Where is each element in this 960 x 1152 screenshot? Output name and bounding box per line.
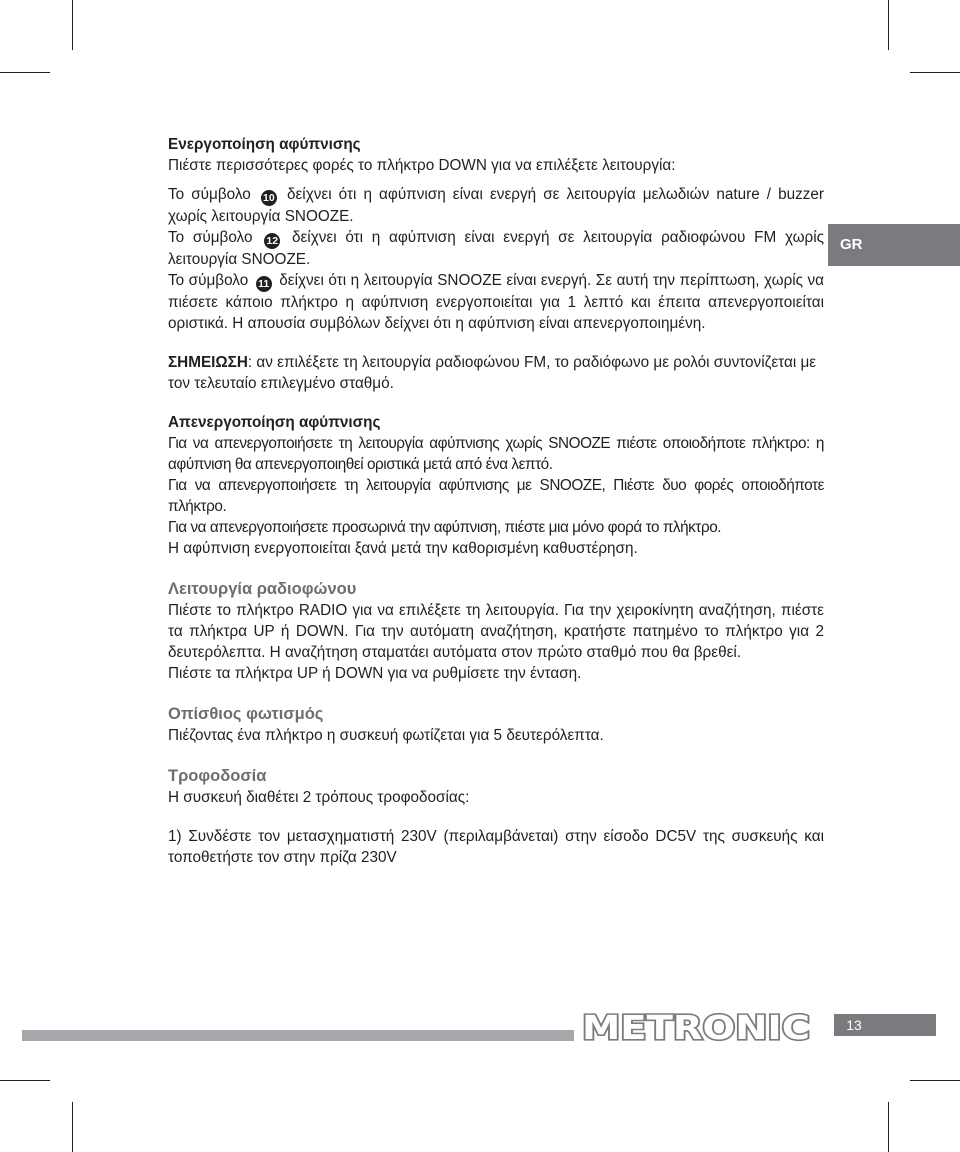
crop-mark-right-bottom — [910, 1080, 960, 1081]
radio-p1: Πιέστε το πλήκτρο RADIO για να επιλέξετε τη λειτουργία. Για την χειροκίνητη αναζήτηση, πιέστε τα πλήκτρα UP ή DOWN. Για την αυτόματη αναζήτηση, κρατήστε πατημένο το πλήκτρο για 2 δευτερόλεπτα. Η αναζήτηση σταματάει αυτόματα στον πρώτο σταθμό που θα βρεθεί. — [168, 602, 824, 661]
note-text: : αν επιλέξετε τη λειτουργία ραδιοφώνου FM, το ραδιόφωνο με ρολόι συντονίζεται με τον τελευταίο επιλεγμένο σταθμό. — [168, 354, 817, 392]
language-tab: GR — [828, 224, 960, 266]
metronic-logo — [580, 1008, 812, 1046]
symbol-12-icon: 12 — [264, 233, 280, 249]
metronic-logo-text: METRONIC — [582, 1008, 810, 1046]
heading-backlight: Οπίσθιος φωτισμός — [168, 705, 324, 723]
note-label: ΣΗΜΕΙΩΣΗ — [168, 354, 248, 371]
crop-mark-top-right — [888, 0, 889, 50]
footer-bar — [22, 1030, 574, 1041]
symbol-10-prefix: Το σύμβολο — [168, 186, 251, 203]
deactivate-p2: Για να απενεργοποιήσετε τη λειτουργία αφύπνισης με SNOOZE, Πιέστε δυο φορές οποιοδήποτε πλήκτρο. — [168, 477, 824, 515]
radio-p2: Πιέστε τα πλήκτρα UP ή DOWN για να ρυθμίσετε την ένταση. — [168, 665, 582, 682]
symbol-11-prefix: Το σύμβολο — [168, 272, 249, 289]
heading-deactivate-alarm: Απενεργοποίηση αφύπνισης — [168, 414, 381, 431]
symbol-10-text: δείχνει ότι η αφύπνιση είναι ενεργή σε λειτουργία μελωδιών nature / buzzer χωρίς λειτουργία SNOOZE. — [168, 186, 825, 225]
power-p1: Η συσκευή διαθέτει 2 τρόπους τροφοδοσίας: — [168, 789, 470, 806]
note-paragraph — [168, 352, 824, 394]
backlight-p1: Πιέζοντας ένα πλήκτρο η συσκευή φωτίζεται για 5 δευτερόλεπτα. — [168, 727, 604, 744]
activate-intro: Πιέστε περισσότερες φορές το πλήκτρο DOWN για να επιλέξετε λειτουργία: — [168, 157, 676, 174]
symbol-11-paragraph — [168, 270, 824, 334]
heading-power-supply: Τροφοδοσία — [168, 767, 267, 785]
crop-mark-left-bottom — [0, 1080, 50, 1081]
deactivate-p1: Για να απενεργοποιήσετε τη λειτουργία αφύπνισης χωρίς SNOOZE πιέστε οποιοδήποτε πλήκτρο: η αφύπνιση θα απενεργοποιηθεί οριστικά μετά από ένα λεπτό. — [168, 435, 824, 473]
crop-mark-left-top — [0, 72, 50, 73]
crop-mark-top-left — [72, 0, 73, 50]
crop-mark-bottom-left — [72, 1102, 73, 1152]
page-number: 13 — [846, 1017, 862, 1033]
crop-mark-right-top — [910, 72, 960, 73]
heading-radio-mode: Λειτουργία ραδιοφώνου — [168, 580, 357, 598]
symbol-11-text: δείχνει ότι η λειτουργία SNOOZE είναι ενεργή. Σε αυτή την περίπτωση, χωρίς να πιέσετε κάποιο πλήκτρο η αφύπνιση ενεργοποιείται για 1 λεπτό και έπειτα απενεργοποιείται οριστικά. Η απουσία συμβόλων δείχνει ότι η αφύπνιση είναι απενεργοποιημένη. — [168, 272, 825, 332]
deactivate-p4: Η αφύπνιση ενεργοποιείται ξανά μετά την καθορισμένη καθυστέρηση. — [168, 540, 638, 557]
symbol-10-paragraph — [168, 184, 824, 227]
symbol-11-icon: 11 — [256, 276, 272, 292]
heading-activate-alarm: Ενεργοποίηση αφύπνισης — [168, 136, 361, 153]
symbol-10-icon: 10 — [261, 190, 277, 206]
symbol-12-paragraph — [168, 227, 824, 270]
deactivate-p3: Για να απενεργοποιήσετε προσωρινά την αφύπνιση, πιέστε μια μόνο φορά το πλήκτρο. — [168, 519, 722, 536]
page-content — [168, 134, 824, 868]
symbol-12-text: δείχνει ότι η αφύπνιση είναι ενεργή σε λειτουργία ραδιοφώνου FM χωρίς λειτουργία SNOOZE. — [168, 229, 825, 268]
power-p2: 1) Συνδέστε τον μετασχηματιστή 230V (περιλαμβάνεται) στην είσοδο DC5V της συσκευής και τοποθετήστε τον στην πρίζα 230V — [168, 828, 824, 866]
crop-mark-bottom-right — [888, 1102, 889, 1152]
symbol-12-prefix: Το σύμβολο — [168, 229, 253, 246]
